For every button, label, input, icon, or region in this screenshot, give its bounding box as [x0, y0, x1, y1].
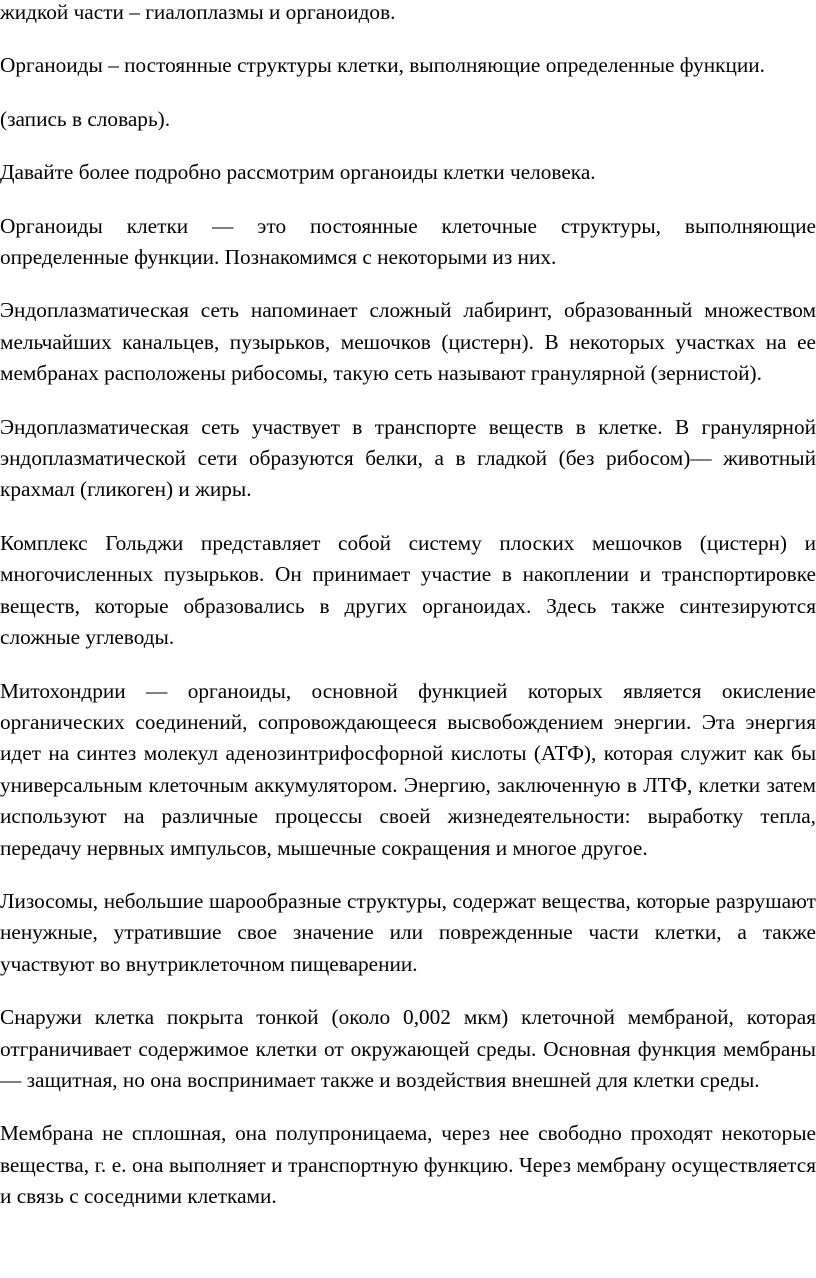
- paragraph-membrane-permeability: Мембрана не сплошная, она полупроницаема, через нее свободно проходят некоторые вещества, г. е. она выполняет и транспортную функцию. Через мембрану осуществляется и связь с соседними клетками.: [0, 1121, 816, 1209]
- paragraph-lysosomes: Лизосомы, небольшие шарообразные структуры, содержат вещества, которые разрушают ненужные, утратившие свое значение или поврежденные части клетки, а также участвуют во внутриклеточном пищеварении.: [0, 888, 816, 976]
- paragraph-dictionary-note: (запись в словарь).: [0, 106, 171, 131]
- paragraph-organoids-overview: Органоиды клетки — это постоянные клеточные структуры, выполняющие определенные функции. Познакомимся с некоторыми из них.: [0, 213, 816, 270]
- paragraph-membrane: Снаружи клетка покрыта тонкой (около 0,002 мкм) клеточной мембраной, которая отграничивает содержимое клетки от окружающей среды. Основная функция мембраны — защитная, но она воспринимает также и воздействия внешней для клетки среды.: [0, 1005, 816, 1092]
- paragraph-organoids-definition: Органоиды – постоянные структуры клетки, выполняющие определенные функции.: [0, 53, 765, 78]
- paragraph-er-structure: Эндоплазматическая сеть напоминает сложный лабиринт, образованный множеством мельчайших канальцев, пузырьков, мешочков (цистерн). В некоторых участках на ее мембранах расположены рибосомы, такую сеть называют гранулярной (зернистой).: [0, 298, 816, 386]
- paragraph-intro: Давайте более подробно рассмотрим органоиды клетки человека.: [0, 160, 596, 185]
- paragraph-golgi: Комплекс Гольджи представляет собой систему плоских мешочков (цистерн) и многочисленных пузырьков. Он принимает участие в накоплении и транспортировке веществ, которые образовались в других органоидах. Здесь также синтезируются сложные углеводы.: [0, 530, 816, 650]
- paragraph-continuation: жидкой части – гиалоплазмы и органоидов.: [0, 0, 396, 24]
- paragraph-er-function: Эндоплазматическая сеть участвует в транспорте веществ в клетке. В гранулярной эндоплазматической сети образуются белки, а в гладкой (без рибосом)— животный крахмал (гликоген) и жиры.: [0, 414, 816, 502]
- paragraph-mitochondria: Митохондрии — органоиды, основной функцией которых является окисление органических соединений, сопровождающееся высвобождением энергии. Эта энергия идет на синтез молекул аденозинтрифосфорной кислоты (АТФ), которая служит как бы универсальным клеточным аккумулятором. Энергию, заключенную в ЛТФ, клетки затем используют на различные процессы своей жизнедеятельности: выработку тепла, передачу нервных импульсов, мышечные сокращения и многое другое.: [0, 678, 816, 860]
